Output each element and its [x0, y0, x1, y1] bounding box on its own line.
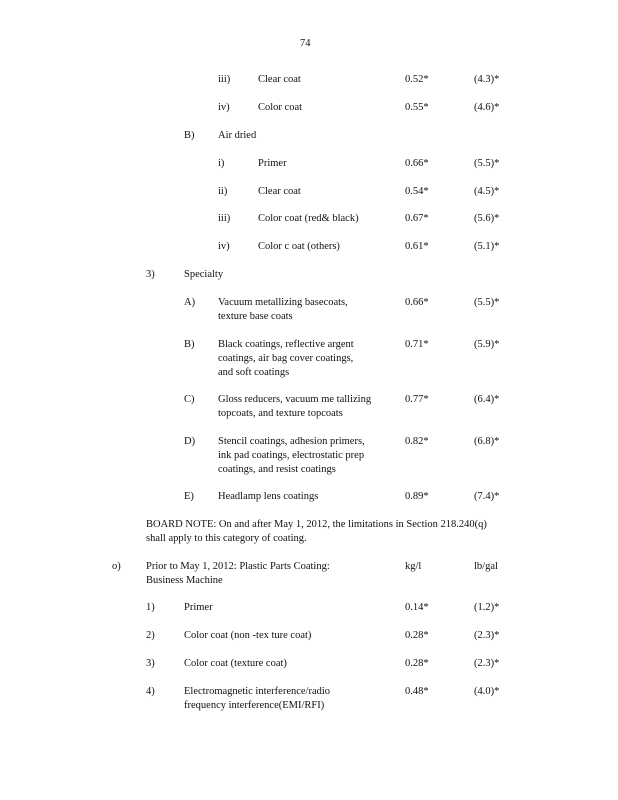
row-number: iv) [218, 102, 230, 113]
row-label-line: topcoats, and texture topcoats [218, 408, 343, 419]
row-kg-value: 0.66* [405, 158, 429, 169]
row-kg-value: 0.61* [405, 241, 429, 252]
row-lb-value: (4.3)* [474, 74, 500, 85]
row-lb-value: (4.0)* [474, 686, 500, 697]
row-number: C) [184, 394, 195, 405]
row-label: Color coat (non -tex ture coat) [184, 630, 312, 641]
row-number: 4) [146, 686, 155, 697]
row-kg-value: 0.48* [405, 686, 429, 697]
row-lb-value: (5.5)* [474, 158, 500, 169]
row-label: Color coat (texture coat) [184, 658, 287, 669]
row-lb-value: (5.1)* [474, 241, 500, 252]
section-title-line: Prior to May 1, 2012: Plastic Parts Coating: [146, 561, 330, 572]
row-label: Clear coat [258, 186, 301, 197]
row-lb-value: (2.3)* [474, 658, 500, 669]
row-label: Primer [184, 602, 213, 613]
row-label-line: Black coatings, reflective argent [218, 339, 354, 350]
row-number: iii) [218, 74, 231, 85]
row-label-line: coatings, and resist coatings [218, 464, 336, 475]
row-number: B) [184, 339, 195, 350]
row-label: Specialty [184, 269, 224, 280]
row-lb-value: (5.5)* [474, 297, 500, 308]
row-label-line: texture base coats [218, 311, 293, 322]
row-label-line: coatings, air bag cover coatings, [218, 353, 354, 364]
row-lb-value: (4.6)* [474, 102, 500, 113]
row-lb-value: (6.4)* [474, 394, 500, 405]
row-label: Air dried [218, 130, 257, 141]
row-number: i) [218, 158, 225, 169]
row-number: A) [184, 297, 196, 308]
row-kg-value: 0.89* [405, 491, 429, 502]
row-number: B) [184, 130, 195, 141]
row-number: 3) [146, 658, 155, 669]
row-label: Color coat [258, 102, 303, 113]
row-lb-value: (5.9)* [474, 339, 500, 350]
row-number: E) [184, 491, 194, 502]
row-label: Color coat (red& black) [258, 213, 359, 224]
page-number: 74 [300, 38, 311, 49]
row-lb-value: (5.6)* [474, 213, 500, 224]
unit-kg-header: kg/l [405, 561, 422, 572]
row-lb-value: (7.4)* [474, 491, 500, 502]
row-kg-value: 0.66* [405, 297, 429, 308]
row-lb-value: (2.3)* [474, 630, 500, 641]
row-label-line: frequency interference(EMI/RFI) [184, 700, 325, 711]
row-number: 1) [146, 602, 155, 613]
row-label: Headlamp lens coatings [218, 491, 319, 502]
unit-lb-header: lb/gal [474, 561, 498, 572]
row-number: iii) [218, 213, 231, 224]
row-lb-value: (4.5)* [474, 186, 500, 197]
row-label: Color c oat (others) [258, 241, 340, 252]
row-label-line: Electromagnetic interference/radio [184, 686, 331, 697]
row-kg-value: 0.28* [405, 630, 429, 641]
row-kg-value: 0.54* [405, 186, 429, 197]
row-kg-value: 0.52* [405, 74, 429, 85]
row-label-line: ink pad coatings, electrostatic prep [218, 450, 365, 461]
row-label-line: Gloss reducers, vacuum me tallizing [218, 394, 372, 405]
row-kg-value: 0.82* [405, 436, 429, 447]
row-kg-value: 0.55* [405, 102, 429, 113]
row-number: 2) [146, 630, 155, 641]
row-number: iv) [218, 241, 230, 252]
row-label: Primer [258, 158, 287, 169]
section-title-line: Business Machine [146, 575, 223, 586]
row-label-line: and soft coatings [218, 367, 290, 378]
row-number: ii) [218, 186, 228, 197]
row-label-line: Stencil coatings, adhesion primers, [218, 436, 365, 447]
section-letter: o) [112, 561, 121, 572]
row-lb-value: (6.8)* [474, 436, 500, 447]
board-note-line: shall apply to this category of coating. [146, 533, 307, 544]
row-number: D) [184, 436, 196, 447]
board-note-line: BOARD NOTE: On and after May 1, 2012, the limitations in Section 218.240(q) [146, 519, 487, 530]
row-kg-value: 0.77* [405, 394, 429, 405]
row-kg-value: 0.28* [405, 658, 429, 669]
row-lb-value: (1.2)* [474, 602, 500, 613]
row-label: Clear coat [258, 74, 301, 85]
row-kg-value: 0.67* [405, 213, 429, 224]
row-label-line: Vacuum metallizing basecoats, [218, 297, 348, 308]
row-number: 3) [146, 269, 155, 280]
row-kg-value: 0.14* [405, 602, 429, 613]
row-kg-value: 0.71* [405, 339, 429, 350]
